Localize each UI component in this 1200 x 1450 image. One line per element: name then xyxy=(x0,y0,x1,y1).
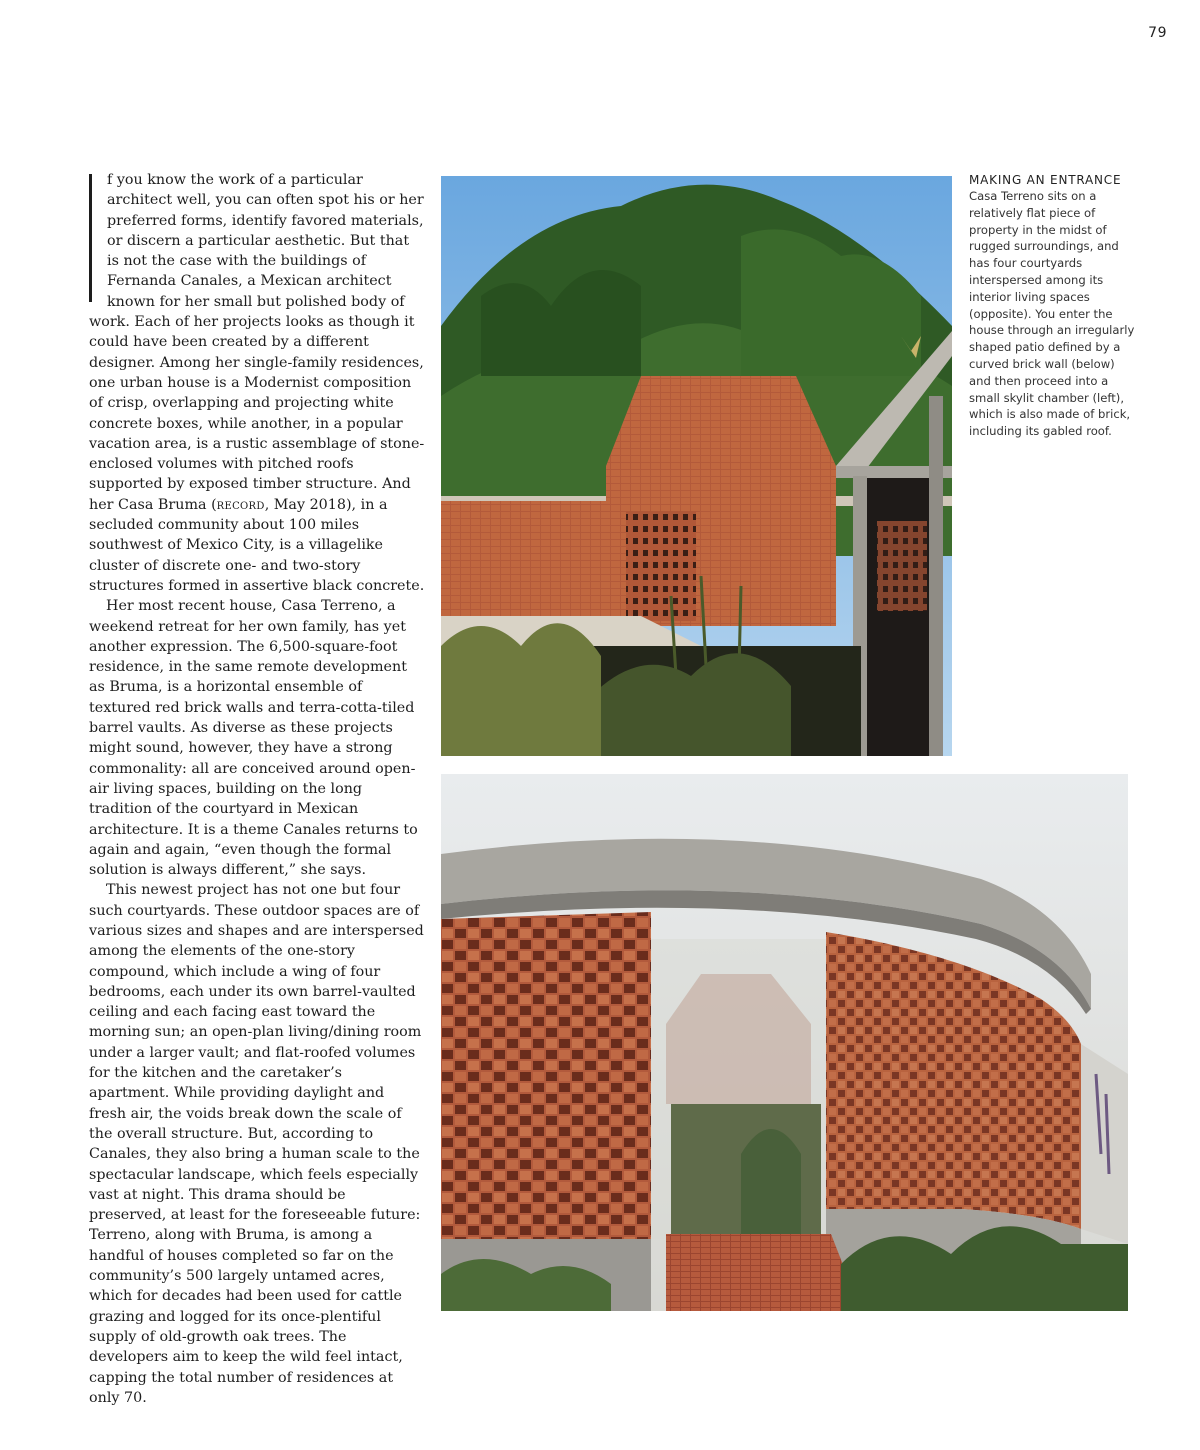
photo-skylit-chamber xyxy=(441,176,952,756)
record-magazine-name: record xyxy=(216,496,265,513)
paragraph-text: f you know the work of a particular architect well, you can often spot his or her preferred forms, identify favored materials, or discern a particular aesthetic. But that is not the case with the buildings of Fernanda Canales, a Mexican architect known for her small but polished body of work. Each of her projects looks as though it could have been created by a different designer. Among her single-family residences, one urban house is a Modernist composition of crisp, overlapping and projecting white concrete boxes, while another, in a popular vacation area, is a rustic assemblage of stone-enclosed volumes with pitched roofs supported by exposed timber structure. And her Casa Bruma ( xyxy=(89,172,425,513)
page-number: 79 xyxy=(1148,25,1167,41)
photo-caption xyxy=(969,173,1139,440)
article-paragraph-3: This newest project has not one but four such courtyards. These outdoor spaces are of various sizes and shapes and are interspersed among the elements of the one-story compound, which include a wing of four bedrooms, each under its own barrel-vaulted ceiling and each facing east toward the morning sun; an open-plan living/dining room under a larger vault; and flat-roofed volumes for the kitchen and the caretaker’s apartment. While providing daylight and fresh air, the voids break down the scale of the overall structure. But, according to Canales, they also bring a human scale to the spectacular landscape, which feels especially vast at night. This drama should be preserved, at least for the foreseeable future: Terreno, along with Bruma, is among a handful of houses completed so far on the community’s 500 largely untamed acres, which for decades had been used for cattle grazing and logged for its once-plentiful supply of old-growth oak trees. The developers aim to keep the wild feel intact, capping the total number of residences at only 70. xyxy=(89,882,424,1406)
photo-curved-brick-wall xyxy=(441,774,1128,1311)
drop-cap-rule xyxy=(89,174,98,302)
paragraph-text-tail: , May 2018), in a secluded community about 100 miles southwest of Mexico City, is a villagelike cluster of discrete one- and two-story structures formed in assertive black concrete. xyxy=(89,496,425,594)
caption-title: MAKING AN ENTRANCE xyxy=(969,173,1122,187)
article-paragraph-2: Her most recent house, Casa Terreno, a weekend retreat for her own family, has yet another expression. The 6,500-square-foot residence, in the same remote development as Bruma, is a horizontal ensemble of textured red brick walls and terra-cotta-tiled barrel vaults. As diverse as these projects might sound, however, they have a strong commonality: all are conceived around open-air living spaces, building on the long tradition of the courtyard in Mexican architecture. It is a theme Canales returns to again and again, “even though the formal solution is always different,” she says. xyxy=(89,598,418,879)
photo-curved-brick-wall-illustration xyxy=(441,774,1128,1311)
caption-body: Casa Terreno sits on a relatively flat piece of property in the midst of rugged surroundings, and has four courtyards interspersed among its interior living spaces (opposite). You enter the house through an irregularly shaped patio defined by a curved brick wall (below) and then proceed into a small skylit chamber (left), which is also made of brick, including its gabled roof. xyxy=(969,189,1135,439)
photo-skylit-chamber-illustration xyxy=(441,176,952,756)
article-body xyxy=(89,170,425,1408)
article-paragraph-1 xyxy=(89,170,425,596)
